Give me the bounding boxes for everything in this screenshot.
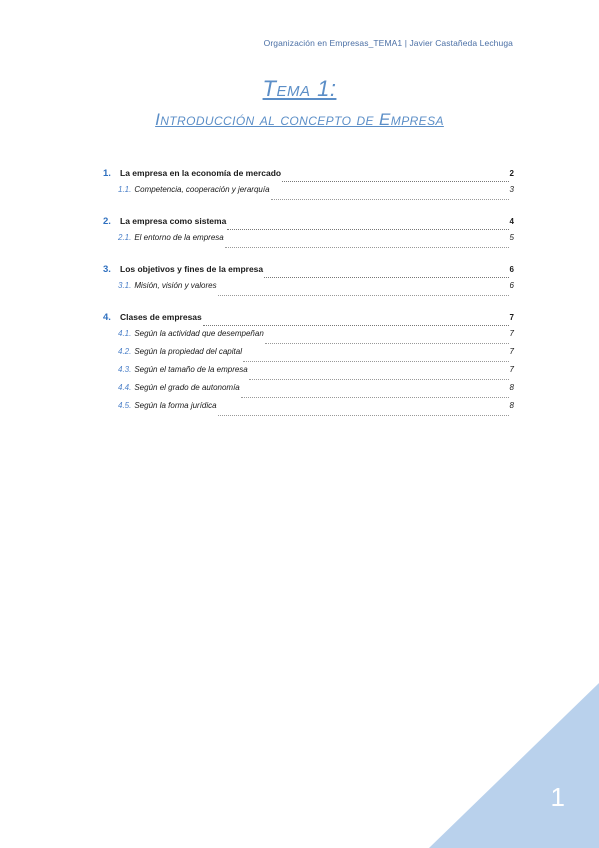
toc-label: El entorno de la empresa xyxy=(134,233,224,242)
toc-label: La empresa como sistema xyxy=(120,216,227,226)
toc-section-1 xyxy=(103,168,514,203)
dot-leader xyxy=(241,396,509,398)
toc-label: Según el grado de autonomía xyxy=(134,383,240,392)
dot-leader xyxy=(264,276,508,278)
dot-leader xyxy=(249,378,509,380)
page-number: 1 xyxy=(550,782,565,812)
toc-number: 4.1. xyxy=(118,329,132,338)
table-of-contents xyxy=(103,168,514,432)
toc-entry[interactable] xyxy=(103,312,514,329)
dot-leader xyxy=(282,180,508,182)
toc-number: 4. xyxy=(103,312,111,323)
toc-subentry[interactable] xyxy=(103,329,514,347)
toc-page: 7 xyxy=(509,347,514,356)
title-block xyxy=(0,74,599,130)
toc-label: Competencia, cooperación y jerarquía xyxy=(134,185,270,194)
toc-entry[interactable] xyxy=(103,216,514,233)
toc-number: 2.1. xyxy=(118,233,132,242)
toc-page: 4 xyxy=(509,217,514,226)
toc-label: La empresa en la economía de mercado xyxy=(120,168,282,178)
toc-label: Clases de empresas xyxy=(120,312,202,322)
dot-leader xyxy=(218,414,509,416)
toc-page: 7 xyxy=(509,313,514,322)
corner-triangle-decoration xyxy=(429,683,599,848)
toc-subentry[interactable] xyxy=(103,383,514,401)
toc-number: 4.3. xyxy=(118,365,132,374)
toc-page: 6 xyxy=(509,265,514,274)
dot-leader xyxy=(271,198,509,200)
toc-label: Según la propiedad del capital xyxy=(134,347,242,356)
toc-number: 2. xyxy=(103,216,111,227)
toc-section-4 xyxy=(103,312,514,419)
toc-page: 5 xyxy=(509,233,514,242)
toc-page: 3 xyxy=(509,185,514,194)
toc-page: 8 xyxy=(509,383,514,392)
toc-entry[interactable] xyxy=(103,168,514,185)
toc-page: 2 xyxy=(509,169,514,178)
toc-subentry[interactable] xyxy=(103,281,514,299)
chapter-title: Tema 1: xyxy=(262,76,337,101)
toc-label: Según la actividad que desempeñan xyxy=(134,329,264,338)
dot-leader xyxy=(265,342,509,344)
toc-page: 8 xyxy=(509,401,514,410)
toc-section-2 xyxy=(103,216,514,251)
dot-leader xyxy=(227,228,508,230)
page-header: Organización en Empresas_TEMA1 | Javier Castañeda Lechuga xyxy=(263,38,513,48)
dot-leader xyxy=(203,324,509,326)
toc-number: 3. xyxy=(103,264,111,275)
toc-number: 1. xyxy=(103,168,111,179)
toc-label: Según el tamaño de la empresa xyxy=(134,365,248,374)
toc-subentry[interactable] xyxy=(103,185,514,203)
toc-page: 6 xyxy=(509,281,514,290)
toc-label: Según la forma jurídica xyxy=(134,401,217,410)
toc-number: 4.4. xyxy=(118,383,132,392)
toc-number: 3.1. xyxy=(118,281,132,290)
chapter-subtitle: Introducción al concepto de Empresa xyxy=(155,110,444,129)
dot-leader xyxy=(243,360,509,362)
toc-number: 4.5. xyxy=(118,401,132,410)
toc-subentry[interactable] xyxy=(103,233,514,251)
toc-subentry[interactable] xyxy=(103,347,514,365)
toc-entry[interactable] xyxy=(103,264,514,281)
toc-label: Los objetivos y fines de la empresa xyxy=(120,264,264,274)
toc-subentry[interactable] xyxy=(103,365,514,383)
toc-page: 7 xyxy=(509,329,514,338)
toc-page: 7 xyxy=(509,365,514,374)
dot-leader xyxy=(225,246,509,248)
toc-section-3 xyxy=(103,264,514,299)
toc-number: 1.1. xyxy=(118,185,132,194)
toc-number: 4.2. xyxy=(118,347,132,356)
toc-subentry[interactable] xyxy=(103,401,514,419)
dot-leader xyxy=(218,294,509,296)
toc-label: Misión, visión y valores xyxy=(134,281,217,290)
